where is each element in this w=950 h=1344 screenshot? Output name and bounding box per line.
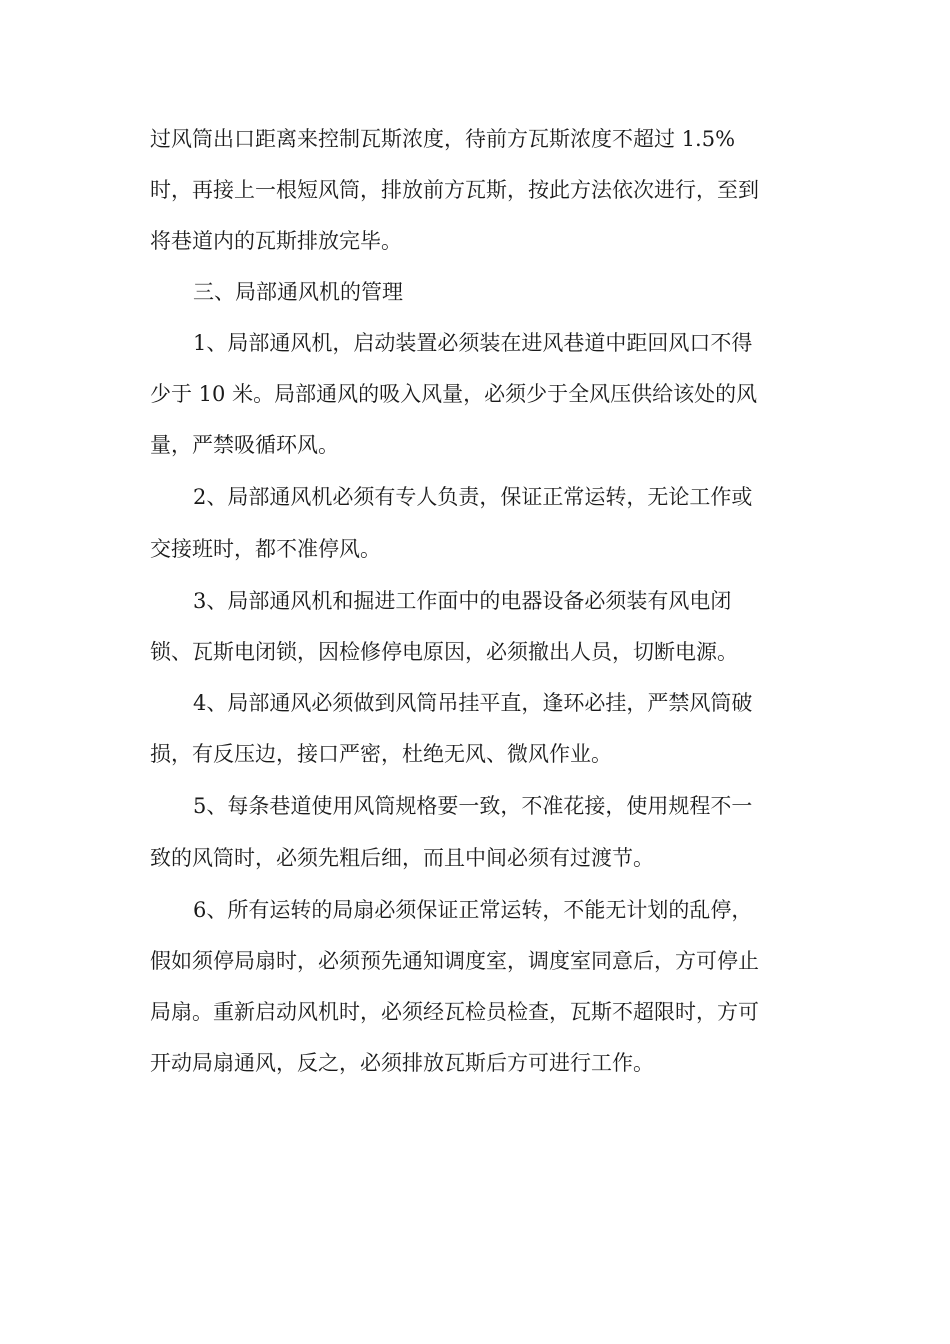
paragraph-line: 损，有反压边，接口严密，杜绝无风、微风作业。 — [150, 742, 612, 766]
paragraph-line: 1、局部通风机，启动装置必须装在进风巷道中距回风口不得 — [193, 331, 753, 355]
paragraph-line: 量，严禁吸循环风。 — [150, 433, 339, 457]
paragraph-line: 锁、瓦斯电闭锁，因检修停电原因，必须撤出人员，切断电源。 — [150, 640, 738, 664]
paragraph-line: 局扇。重新启动风机时，必须经瓦检员检查，瓦斯不超限时，方可 — [150, 1000, 759, 1024]
paragraph-line: 少于 10 米。局部通风的吸入风量，必须少于全风压供给该处的风 — [150, 382, 758, 406]
paragraph-line: 过风筒出口距离来控制瓦斯浓度，待前方瓦斯浓度不超过 1.5% — [150, 127, 736, 151]
paragraph-line: 4、局部通风必须做到风筒吊挂平直，逢环必挂，严禁风筒破 — [193, 691, 753, 715]
paragraph-line: 将巷道内的瓦斯排放完毕。 — [150, 229, 402, 253]
paragraph-line: 开动局扇通风，反之，必须排放瓦斯后方可进行工作。 — [150, 1051, 654, 1075]
section-heading: 三、局部通风机的管理 — [193, 280, 403, 304]
paragraph-line: 时，再接上一根短风筒，排放前方瓦斯，按此方法依次进行，至到 — [150, 178, 759, 202]
paragraph-line: 2、局部通风机必须有专人负责，保证正常运转，无论工作或 — [193, 485, 753, 509]
paragraph-line: 交接班时，都不准停风。 — [150, 537, 381, 561]
paragraph-line: 致的风筒时，必须先粗后细，而且中间必须有过渡节。 — [150, 846, 654, 870]
paragraph-line: 5、每条巷道使用风筒规格要一致，不准花接，使用规程不一 — [193, 794, 753, 818]
paragraph-line: 3、局部通风机和掘进工作面中的电器设备必须装有风电闭 — [193, 589, 732, 613]
paragraph-line: 假如须停局扇时，必须预先通知调度室，调度室同意后，方可停止 — [150, 949, 759, 973]
paragraph-line: 6、所有运转的局扇必须保证正常运转，不能无计划的乱停， — [193, 898, 753, 922]
